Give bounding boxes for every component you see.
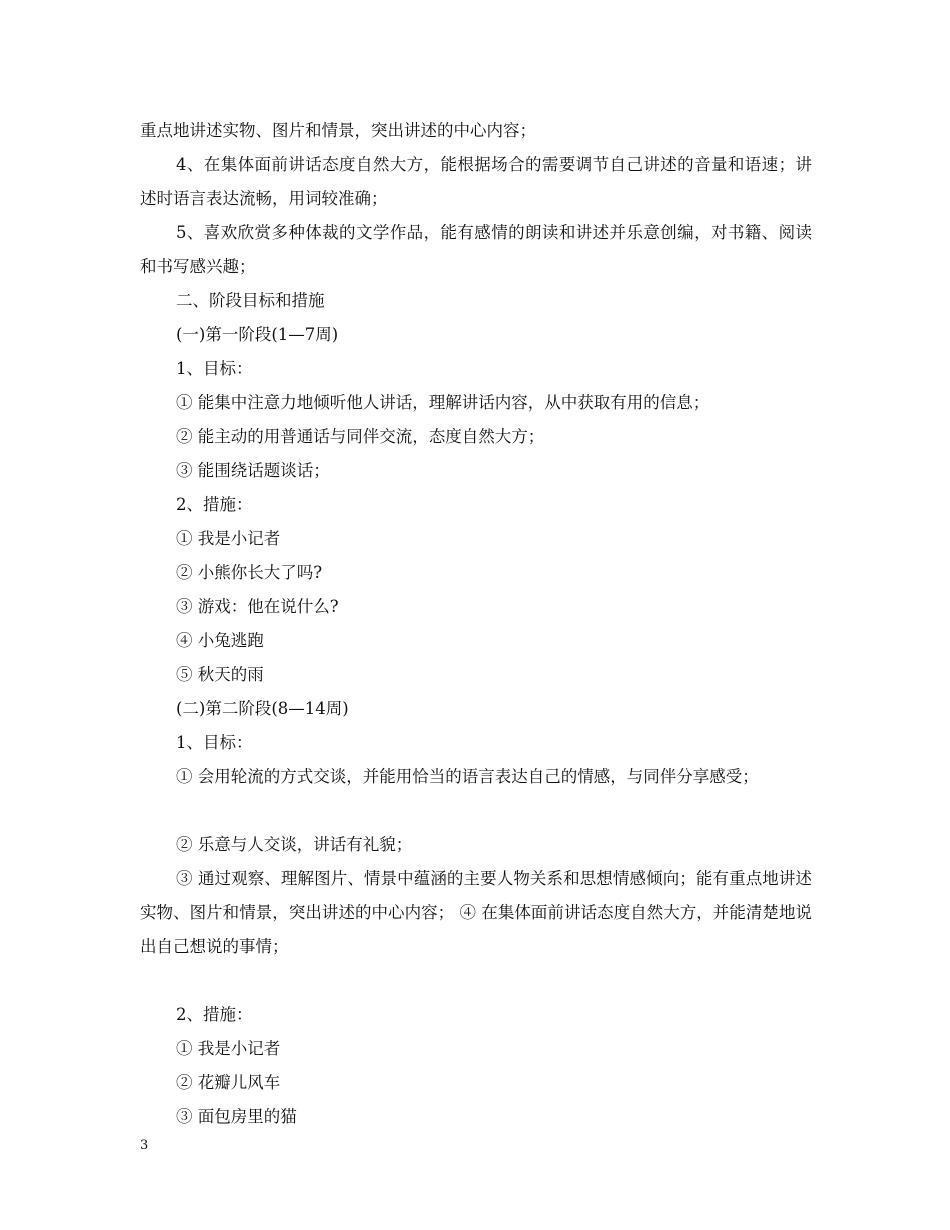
list-item: ③ 游戏：他在说什么?	[176, 597, 339, 616]
list-item: ③ 面包房里的猫	[176, 1107, 297, 1126]
list-item: ① 能集中注意力地倾听他人讲话，理解讲话内容，从中获取有用的信息；	[176, 393, 710, 412]
list-item: ② 花瓣儿风车	[176, 1073, 281, 1092]
section-heading: 二、阶段目标和措施	[176, 291, 325, 310]
measures-heading: 2、措施：	[176, 1005, 253, 1024]
list-item: ④ 小兔逃跑	[176, 631, 264, 650]
goals-heading: 1、目标：	[176, 733, 253, 752]
list-item: ① 我是小记者	[176, 1039, 281, 1058]
paragraph-continuation: 重点地讲述实物、图片和情景，突出讲述的中心内容；	[140, 121, 536, 140]
list-item: ② 乐意与人交谈，讲话有礼貌；	[176, 835, 413, 854]
stage-two-heading: (二)第二阶段(8—14周)	[176, 699, 349, 718]
page-number: 3	[140, 1138, 149, 1153]
list-item: ① 会用轮流的方式交谈，并能用恰当的语言表达自己的情感，与同伴分享感受；	[176, 767, 759, 786]
list-item: ③ 能围绕话题谈话；	[176, 461, 330, 480]
list-item: ② 小熊你长大了吗?	[176, 563, 323, 582]
list-item: ③ 通过观察、理解图片、情景中蕴涵的主要人物关系和思想情感倾向；能有重点地讲述实物、图片和情景，突出讲述的中心内容； ④ 在集体面前讲话态度自然大方，并能清楚地说出自己想说的事情；	[140, 869, 812, 956]
measures-heading: 2、措施：	[176, 495, 253, 514]
list-item: ⑤ 秋天的雨	[176, 665, 264, 684]
paragraph-item-4: 4、在集体面前讲话态度自然大方，能根据场合的需要调节自己讲述的音量和语速；讲述时语言表达流畅，用词较准确；	[140, 155, 812, 208]
goals-heading: 1、目标：	[176, 359, 253, 378]
list-item: ② 能主动的用普通话与同伴交流，态度自然大方；	[176, 427, 545, 446]
stage-one-heading: (一)第一阶段(1—7周)	[176, 325, 339, 344]
paragraph-item-5: 5、喜欢欣赏多种体裁的文学作品，能有感情的朗读和讲述并乐意创编，对书籍、阅读和书写感兴趣；	[140, 223, 812, 276]
list-item: ① 我是小记者	[176, 529, 281, 548]
